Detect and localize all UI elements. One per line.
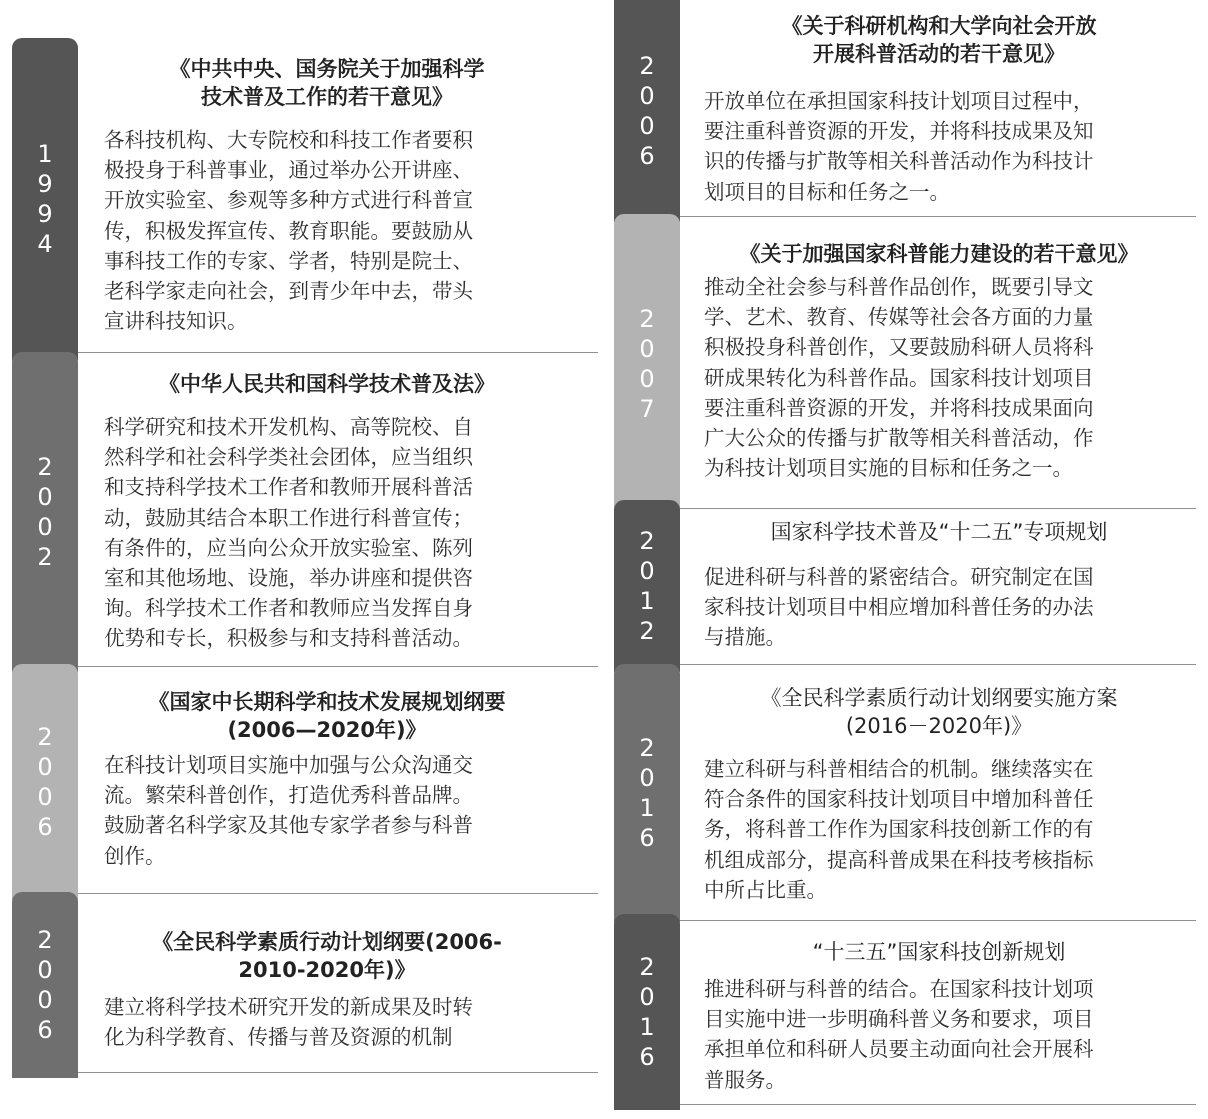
policy-title: 《国家中长期科学和技术发展规划纲要 (2006—2020年)》 [148,690,506,742]
policy-title: 《关于科研机构和大学向社会开放 开展科普活动的若干意见》 [781,14,1097,66]
year-tab-1994 [12,38,78,360]
policy-entry-2012 [704,518,1174,653]
policy-entry-2007 [704,240,1174,483]
policy-title: 国家科学技术普及“十二五”专项规划 [770,520,1108,544]
entry-divider [680,664,1196,665]
policy-description: 各科技机构、大专院校和科技工作者要积 极投身于科普事业，通过举办公开讲座、 开放实验室、参观等多种方式进行科普宣 传，积极发挥宣传、教育职能。要鼓励从 事科技工作的专家、学者，特别是院士、 老科学家走向社会，到青少年中去，带头 宣讲科技知识。 [104,128,473,334]
year-label: 2016 [639,734,655,852]
policy-title: 《全民科学素质行动计划纲要实施方案 (2016－2020年)》 [760,686,1118,738]
year-tab-2002 [12,352,78,672]
policy-entry-2002 [104,370,550,654]
policy-description: 建立将科学技术研究开发的新成果及时转 化为科学教育、传播与普及资源的机制 [104,995,473,1050]
policy-description: 在科技计划项目实施中加强与公众沟通交 流。繁荣科普创作，打造优秀科普品牌。 鼓励著名科学家及其他专家学者参与科普 创作。 [104,753,473,868]
entry-divider [680,216,1196,217]
policy-entry-2006-c [704,12,1174,207]
year-label: 2012 [639,527,655,645]
year-tab-2007 [614,214,680,514]
year-label: 2006 [639,52,655,170]
year-label: 2016 [639,953,655,1071]
policy-entry-1994 [104,55,550,336]
policy-description: 开放单位在承担国家科技计划项目过程中， 要注重科普资源的开发，并将科技成果及知 识的传播与扩散等相关科普活动作为科技计 划项目的目标和任务之一。 [704,89,1094,204]
year-label: 1994 [37,140,53,258]
year-tab-2012 [614,500,680,672]
entry-divider [78,666,598,667]
year-label: 2006 [37,723,53,841]
year-tab-2016-b [614,914,680,1110]
year-label: 2002 [37,453,53,571]
entry-divider [78,352,598,353]
entry-divider [680,920,1196,921]
policy-description: 促进科研与科普的紧密结合。研究制定在国 家科技计划项目中相应增加科普任务的办法 与措施。 [704,565,1094,650]
policy-entry-2016-a [704,684,1174,905]
policy-entry-2006-a [104,688,550,871]
policy-title: 《全民科学素质行动计划纲要(2006- 2010-2020年)》 [152,930,502,982]
year-label: 2007 [639,305,655,423]
policy-description: 科学研究和技术开发机构、高等院校、自 然科学和社会科学类社会团体，应当组织 和支持科学技术工作者和教师开展科普活 动，鼓励其结合本职工作进行科普宣传； 有条件的，应当向公众开放实验室、陈列 室和其他场地、设施，举办讲座和提供咨 询。科学技术工作者和教师应当发挥自身 优势和专长，积极参与和支持科普活动。 [104,415,473,651]
year-label: 2006 [37,926,53,1044]
policy-description: 推动全社会参与科普作品创作，既要引导文 学、艺术、教育、传媒等社会各方面的力量 积极投身科普创作，又要鼓励科研人员将科 研成果转化为科普作品。国家科技计划项目 要注重科普资源的开发，并将科技成果面向 广大公众的传播与扩散等相关科普活动，作 为科技计划项目实施的目标和任务之一。 [704,275,1094,481]
year-tab-2006-c [614,0,680,222]
policy-description: 建立科研与科普相结合的机制。继续落实在 符合条件的国家科技计划项目中增加科普任 务，将科普工作作为国家科技创新工作的有 机组成部分，提高科普成果在科技考核指标 中所占比重。 [704,757,1094,902]
entry-divider [78,1072,598,1073]
policy-entry-2016-b [704,938,1174,1095]
entry-divider [78,893,598,894]
policy-entry-2006-b [104,928,550,1052]
year-tab-2006-b [12,892,78,1078]
policy-title: 《中华人民共和国科学技术普及法》 [159,372,495,396]
policy-title: “十三五”国家科技创新规划 [812,940,1066,964]
policy-title: 《关于加强国家科普能力建设的若干意见》 [739,242,1139,266]
year-tab-2016-a [614,664,680,922]
policy-title: 《中共中央、国务院关于加强科学 技术普及工作的若干意见》 [169,57,485,109]
year-tab-2006-a [12,664,78,900]
entry-divider [680,508,1196,509]
entry-divider [680,1104,1196,1105]
policy-description: 推进科研与科普的结合。在国家科技计划项 目实施中进一步明确科普义务和要求，项目 承担单位和科研人员要主动面向社会开展科 普服务。 [704,977,1094,1092]
